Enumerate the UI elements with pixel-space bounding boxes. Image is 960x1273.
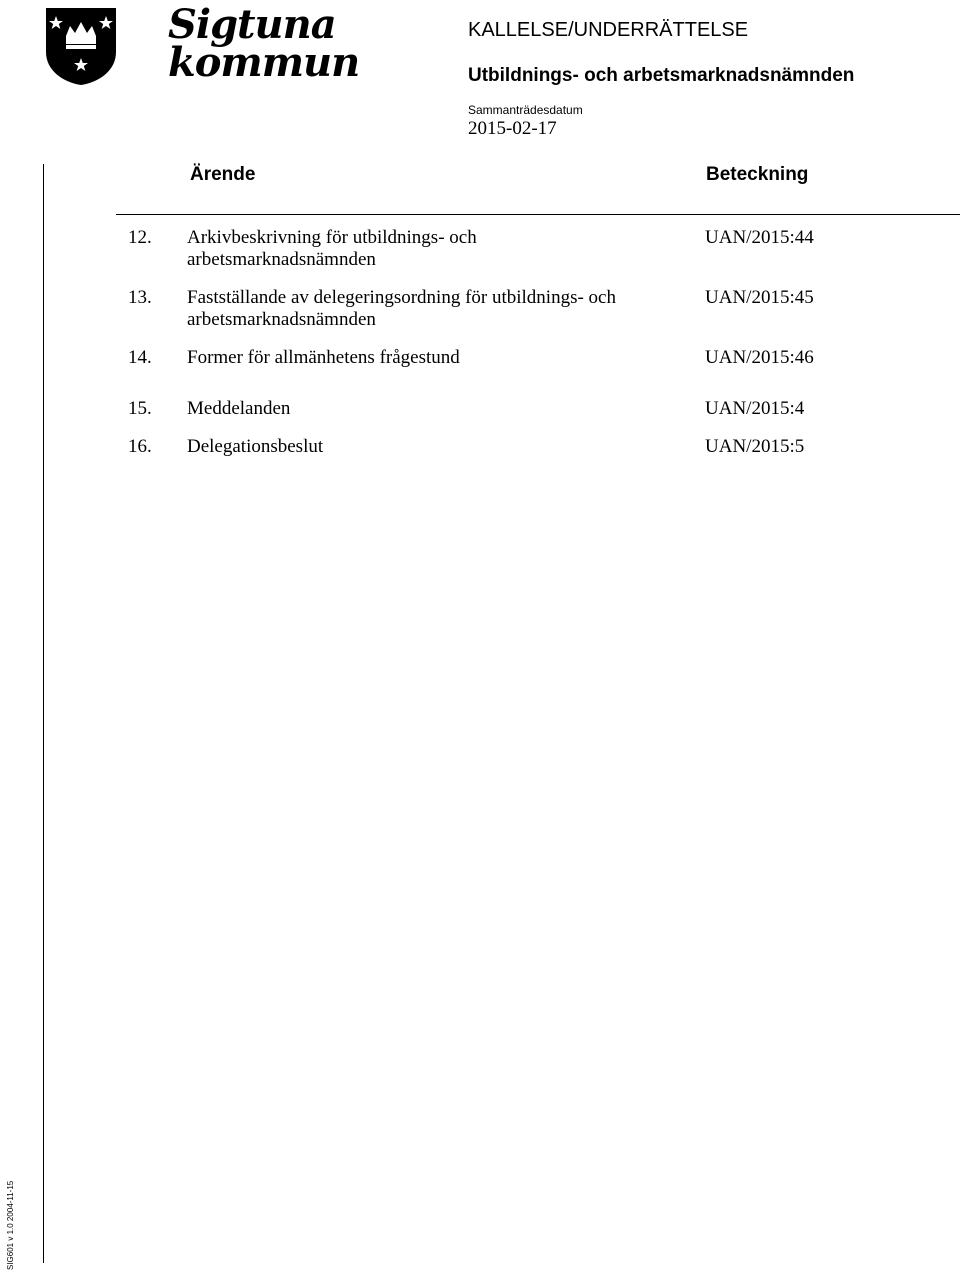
logo-wordmark-line1: Sigtuna: [168, 1, 336, 48]
agenda-item-number: 15.: [128, 398, 152, 419]
agenda-item-reference: UAN/2015:5: [705, 436, 805, 457]
committee-name: Utbildnings- och arbetsmarknadsnämnden: [468, 65, 855, 86]
meeting-date-label: Sammanträdesdatum: [468, 103, 583, 117]
sigtuna-kommun-logo: [44, 1, 360, 90]
coat-of-arms-icon: [44, 6, 118, 86]
agenda-item-number: 12.: [128, 227, 152, 248]
agenda-item-number: 14.: [128, 347, 152, 368]
logo-wordmark-line2: kommun: [168, 39, 360, 86]
meeting-date-value: 2015-02-17: [468, 118, 557, 139]
header-divider: [116, 214, 960, 215]
agenda-item-title: Delegationsbeslut: [187, 436, 324, 457]
agenda-item-title: Meddelanden: [187, 398, 291, 419]
agenda-item-title: Arkivbeskrivning för utbildnings- och arbetsmarknadsnämnden: [187, 227, 477, 270]
margin-rule: [43, 164, 44, 1263]
logo-wordmark: [168, 1, 360, 86]
agenda-item-number: 13.: [128, 287, 152, 308]
agenda-item-title: Fastställande av delegeringsordning för utbildnings- och arbetsmarknadsnämnden: [187, 287, 616, 330]
column-header-arende: Ärende: [190, 164, 256, 185]
agenda-item-reference: UAN/2015:46: [705, 347, 814, 368]
agenda-item-reference: UAN/2015:44: [705, 227, 814, 248]
column-header-beteckning: Beteckning: [706, 164, 809, 185]
agenda-item-number: 16.: [128, 436, 152, 457]
agenda-item-title: Former för allmänhetens frågestund: [187, 347, 460, 368]
form-identifier: SIG601 v 1.0 2004-11-15: [6, 1180, 15, 1270]
document-type: KALLELSE/UNDERRÄTTELSE: [468, 19, 749, 41]
agenda-item-reference: UAN/2015:4: [705, 398, 805, 419]
agenda-item-reference: UAN/2015:45: [705, 287, 814, 308]
